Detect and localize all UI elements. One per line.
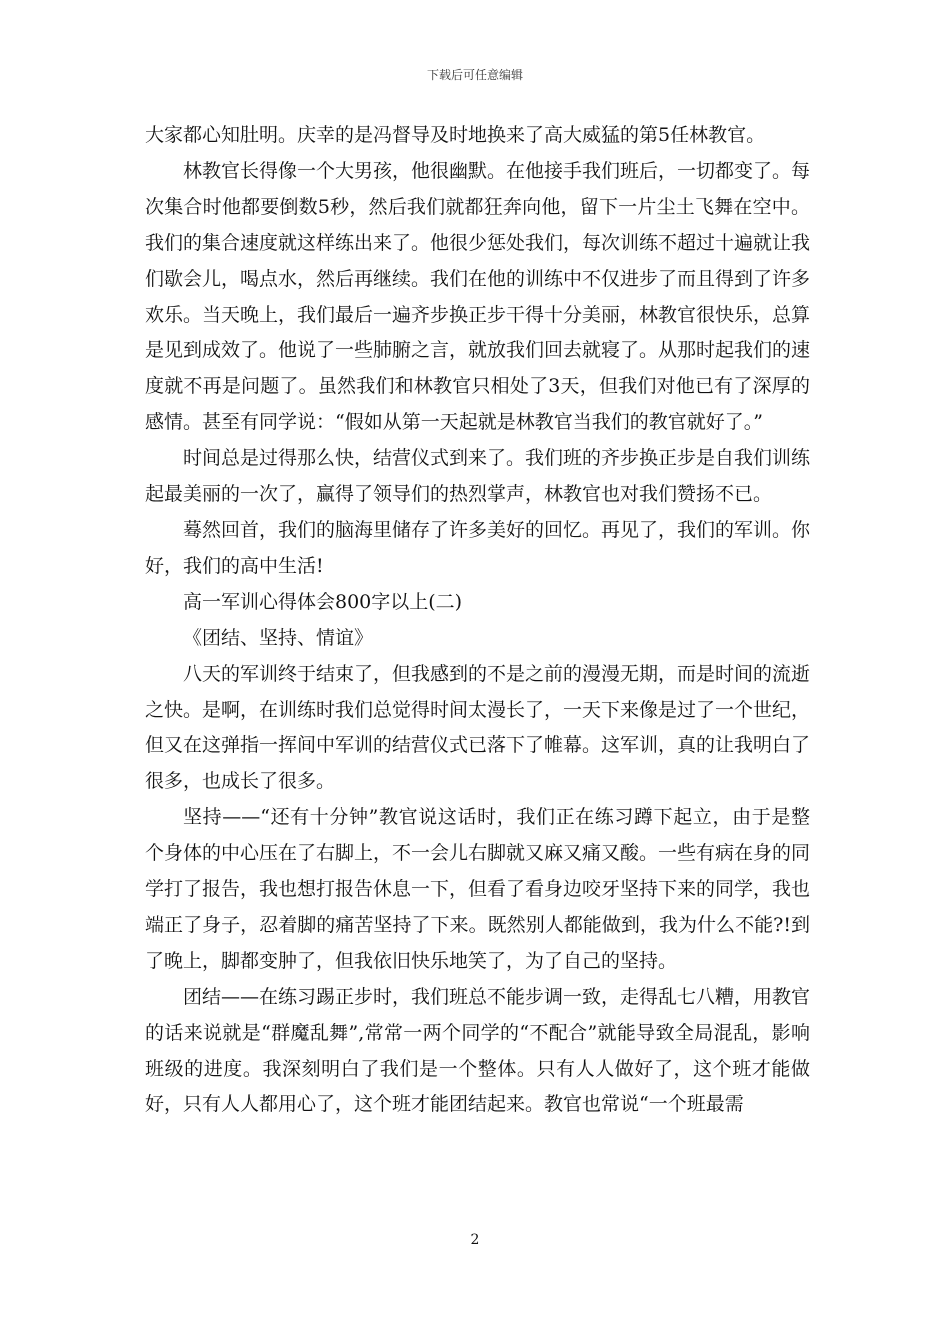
- paragraph-4: 蓦然回首，我们的脑海里储存了许多美好的回忆。再见了，我们的军训。你好，我们的高中生活!: [145, 518, 811, 577]
- page-header: 下载后可任意编辑: [426, 68, 523, 82]
- paragraph-6: 坚持——“还有十分钟”教官说这话时，我们正在练习蹲下起立，由于是整个身体的中心压在了右脚上，不一会儿右脚就又麻又痛又酸。一些有病在身的同学打了报告，我也想打报告休息一下，但看了看身边咬牙坚持下来的同学，我也端正了身子，忍着脚的痛苦坚持了下来。既然别人都能做到，我为什么不能?!到了晚上，脚都变肿了，但我依旧快乐地笑了，为了自己的坚持。: [145, 806, 811, 972]
- paragraph-1: 大家都心知肚明。庆幸的是冯督导及时地换来了高大威猛的第5任林教官。: [145, 124, 766, 146]
- paragraph-5: 八天的军训终于结束了，但我感到的不是之前的漫漫无期，而是时间的流逝之快。是啊，在训练时我们总觉得时间太漫长了，一天下来像是过了一个世纪，但又在这弹指一挥间中军训的结营仪式已落下了帷幕。这军训，真的让我明白了很多，也成长了很多。: [145, 662, 811, 793]
- page-number: 2: [470, 1232, 480, 1248]
- essay-title: 《团结、坚持、情谊》: [183, 626, 374, 649]
- document-body: [145, 118, 810, 1123]
- paragraph-3: 时间总是过得那么快，结营仪式到来了。我们班的齐步换正步是自我们训练起最美丽的一次了，赢得了领导们的热烈掌声，林教官也对我们赞扬不已。: [145, 447, 811, 506]
- paragraph-7: 团结——在练习踢正步时，我们班总不能步调一致，走得乱七八糟，用教官的话来说就是“群魔乱舞”,常常一两个同学的“不配合”就能导致全局混乱，影响班级的进度。我深刻明白了我们是一个整体。只有人人做好了，这个班才能做好，只有人人都用心了，这个班才能团结起来。教官也常说“一个班最需: [145, 985, 811, 1116]
- paragraph-2: 林教官长得像一个大男孩，他很幽默。在他接手我们班后，一切都变了。每次集合时他都要倒数5秒，然后我们就都狂奔向他，留下一片尘土飞舞在空中。我们的集合速度就这样练出来了。他很少惩处我们，每次训练不超过十遍就让我们歇会儿，喝点水，然后再继续。我们在他的训练中不仅进步了而且得到了许多欢乐。当天晚上，我们最后一遍齐步换正步干得十分美丽，林教官很快乐，总算是见到成效了。他说了一些肺腑之言，就放我们回去就寝了。从那时起我们的速度就不再是问题了。虽然我们和林教官只相处了3天，但我们对他已有了深厚的感情。甚至有同学说：“假如从第一天起就是林教官当我们的教官就好了。”: [145, 159, 811, 434]
- section-heading: 高一军训心得体会800字以上(二): [183, 590, 463, 613]
